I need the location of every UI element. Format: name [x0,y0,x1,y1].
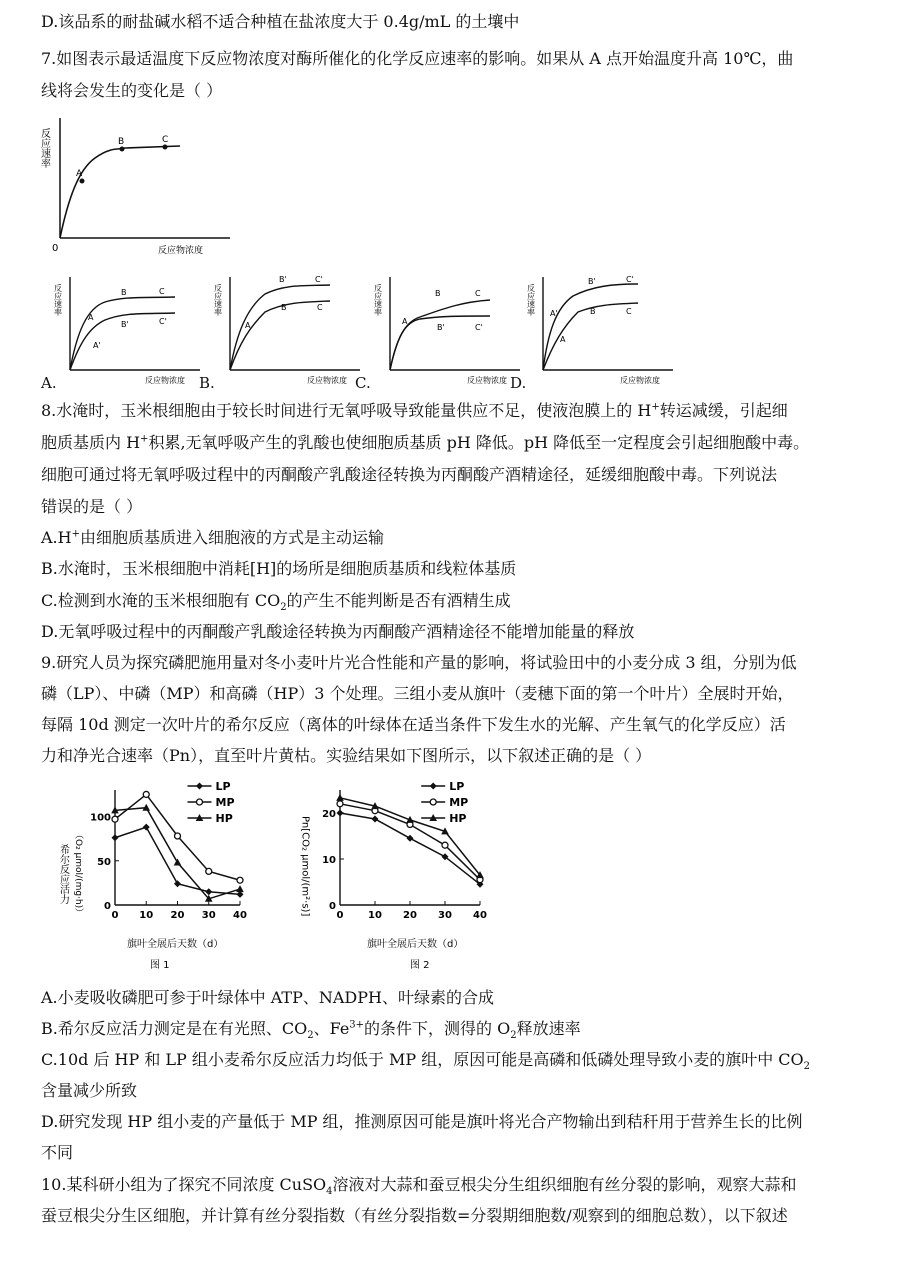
svg-text:反应速率: 反应速率 [213,284,223,316]
q9-option-d-2: 不同 [41,1143,74,1162]
svg-text:C': C' [315,275,323,284]
svg-text:反应物浓度: 反应物浓度 [620,376,660,385]
legend-label-hp: HP [215,812,233,825]
q7-option-d-label: D. [510,374,527,392]
x-tick-label: 0 [336,910,344,921]
legend-label-mp: MP [215,796,235,809]
svg-text:反应物浓度: 反应物浓度 [307,376,347,385]
svg-text:B': B' [279,275,287,284]
origin-label: 0 [52,243,59,254]
q7-main-figure [40,110,240,260]
figure-1-chart [55,772,270,980]
svg-text:B: B [590,307,596,316]
point-hp [336,794,344,801]
q10-stem-2: 蚕豆根尖分生区细胞，并计算有丝分裂指数（有丝分裂指数=分裂期细胞数/观察到的细胞总数），以下叙述 [41,1206,788,1225]
x-tick-label: 30 [201,910,216,921]
q8-option-a: A.H+由细胞质基质进入细胞液的方式是主动运输 [41,528,384,547]
x-tick-label: 30 [438,910,452,921]
y-tick-label: 0 [329,901,336,912]
point-lp [407,835,414,842]
svg-text:反应物浓度: 反应物浓度 [467,376,507,385]
q7-figure-a [55,272,205,387]
svg-text:A': A' [93,341,101,350]
legend-label-hp: HP [449,812,467,825]
point-lp [205,888,212,895]
q10-stem-1: 10.某科研小组为了探究不同浓度 CuSO$_4$溶液对大蒜和蚕豆根尖分生组织细胞有丝分裂的影响，观察大蒜和 [41,1175,797,1198]
svg-text:C: C [626,307,632,316]
point-mp [143,791,149,797]
point-mp [237,877,243,883]
point-hp [174,859,182,866]
svg-text:C: C [159,287,165,296]
svg-text:C': C' [626,275,634,284]
figure-2-chart [295,772,525,980]
svg-text:B': B' [121,320,129,329]
point-lp [337,810,344,817]
x-tick-label: 40 [233,910,247,921]
point-mp [206,868,212,874]
q9-stem-3: 每隔 10d 测定一次叶片的希尔反应（离体的叶绿体在适当条件下发生水的光解、产生氧气的化学反应）活 [41,715,786,734]
rate-curve [60,146,180,238]
q8-option-b: B.水淹时，玉米根细胞中消耗[H]的场所是细胞质基质和线粒体基质 [41,559,517,578]
point-lp [143,824,150,831]
label-b: B [118,137,125,147]
legend-marker [430,783,437,790]
x-tick-label: 40 [473,910,487,921]
y-label: 反应速率 [38,128,50,168]
chart2-ylabel: Pn[CO₂ μmol/(m²·s)] [299,816,311,917]
point-lp [372,815,379,822]
q9-stem-1: 9.研究人员为探究磷肥施用量对冬小麦叶片光合性能和产量的影响，将试验田中的小麦分成 3 组，分别为低 [41,653,797,672]
y-tick-label: 50 [97,856,111,868]
legend-marker [430,799,436,805]
q9-option-a: A.小麦吸收磷肥可参于叶绿体中 ATP、NADPH、叶绿素的合成 [41,988,494,1007]
q9-option-c-1: C.10d 后 HP 和 LP 组小麦希尔反应活力均低于 MP 组，原因可能是高磷和低磷处理导致小麦的旗叶中 $CO_2$ [41,1050,811,1073]
x-tick-label: 10 [368,910,382,921]
y-tick-label: 20 [322,809,336,820]
q8-stem-1: 8.水淹时，玉米根细胞由于较长时间进行无氧呼吸导致能量供应不足，使液泡膜上的 H+转运减缓，引起细 [41,401,788,420]
legend-label-lp: LP [215,780,231,793]
svg-text:B: B [435,289,441,298]
q7-figure-d [528,272,678,387]
y-tick-label: 10 [322,855,336,866]
svg-text:B: B [121,288,127,297]
point-b [120,147,125,152]
chart1-ylabel-unit: （O₂ μmol/(mg·h)） [73,830,83,918]
svg-text:反应速率: 反应速率 [526,284,536,316]
q9-option-b: B.希尔反应活力测定是在有光照、$CO_2$、$Fe^{3+}$的条件下，测得的 $O_2$释放速率 [41,1019,581,1042]
point-a [80,179,85,184]
y-tick-label: 0 [104,901,111,912]
point-mp [112,816,118,822]
q8-stem-2: 胞质基质内 H+积累,无氧呼吸产生的乳酸也使细胞质基质 pH 降低。pH 降低至一定程度会引起细胞酸中毒。 [41,433,810,452]
point-c [163,145,168,150]
x-label: 反应物浓度 [158,246,204,256]
svg-text:C': C' [475,323,483,332]
point-lp [112,834,119,841]
svg-text:反应物浓度: 反应物浓度 [145,376,185,385]
label-c: C [162,135,169,145]
q7-figure-b [215,272,365,387]
chart1-title: 图 1 [150,960,170,971]
svg-text:B': B' [437,323,445,332]
svg-text:A: A [402,317,408,326]
q9-option-c-2: 含量减少所致 [41,1081,138,1100]
chart2-title: 图 2 [410,960,430,971]
q7-option-c-label: C. [355,374,371,392]
svg-text:C': C' [159,317,167,326]
chart1-xlabel: 旗叶全展后天数（d） [127,939,224,950]
q9-option-d-1: D.研究发现 HP 组小麦的产量低于 MP 组，推测原因可能是旗叶将光合产物输出到秸秆用于营养生长的比例 [41,1112,803,1131]
x-tick-label: 10 [139,910,154,921]
legend-marker [197,799,203,805]
svg-text:反应速率: 反应速率 [373,284,383,316]
q7-option-b-label: B. [199,374,215,392]
point-mp [175,833,181,839]
point-mp [442,842,448,848]
svg-text:A': A' [550,309,558,318]
svg-text:B: B [281,303,287,312]
q8-option-c: C.检测到水淹的玉米根细胞有 $CO_2$的产生不能判断是否有酒精生成 [41,591,511,614]
svg-text:C: C [317,303,323,312]
q7-option-a-label: A. [41,374,57,392]
svg-text:反应速率: 反应速率 [53,284,63,316]
q8-stem-4: 错误的是（ ） [41,497,143,516]
legend-label-lp: LP [449,780,465,793]
y-tick-label: 100 [90,812,111,824]
q8-option-d: D.无氧呼吸过程中的丙酮酸产乳酸途径转换为丙酮酸产酒精途径不能增加能量的释放 [41,622,635,641]
point-lp [174,880,181,887]
svg-text:B': B' [588,277,596,286]
q9-stem-4: 力和净光合速率（Pn），直至叶片黄枯。实验结果如下图所示，以下叙述正确的是（ ） [41,746,652,765]
chart2-xlabel: 旗叶全展后天数（d） [367,939,464,950]
x-tick-label: 20 [170,910,185,921]
q8-stem-3: 细胞可通过将无氧呼吸过程中的丙酮酸产乳酸途径转换为丙酮酸产酒精途径，延缓细胞酸中毒。下列说法 [41,465,778,484]
point-hp [236,885,244,892]
x-tick-label: 0 [111,910,119,921]
legend-marker [196,783,203,790]
svg-text:A: A [88,313,94,322]
legend-label-mp: MP [449,796,469,809]
svg-text:A: A [245,321,251,330]
point-mp [337,801,343,807]
svg-text:C: C [475,289,481,298]
q7-stem-2: 线将会发生的变化是（ ） [41,81,223,100]
x-tick-label: 20 [403,910,417,921]
q7-figure-c [375,272,525,387]
q9-stem-2: 磷（LP）、中磷（MP）和高磷（HP）3 个处理。三组小麦从旗叶（麦穗下面的第一个叶片）全展时开始， [41,684,794,703]
q6-option-d: D.该品系的耐盐碱水稻不适合种植在盐浓度大于 0.4g/mL 的土壤中 [41,12,520,31]
chart1-ylabel-main: 希尔反应活力 [57,844,69,904]
svg-text:A: A [560,335,566,344]
q7-stem-1: 7.如图表示最适温度下反应物浓度对酶所催化的化学反应速率的影响。如果从 A 点开始温度升高 10℃，曲 [41,49,794,68]
label-a: A [76,169,83,179]
